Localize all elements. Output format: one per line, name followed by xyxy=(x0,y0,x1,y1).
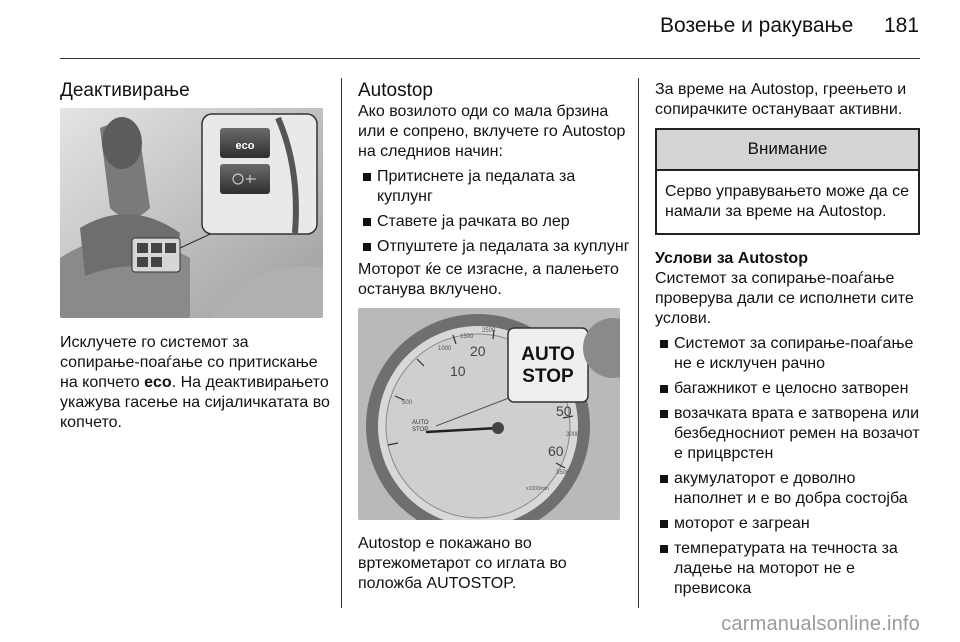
tick-label: 60 xyxy=(548,443,564,459)
autostop-result: Моторот ќе се изгасне, а палењето останува вклучено. xyxy=(358,261,619,298)
tachometer-svg xyxy=(358,308,620,520)
scale-label: 3500 xyxy=(556,470,570,476)
tachometer-illustration xyxy=(358,308,620,520)
warning-box xyxy=(655,128,920,235)
tick-label: 10 xyxy=(450,363,466,379)
tick-label: 50 xyxy=(556,403,572,419)
scale-label: 1500 xyxy=(460,334,474,340)
column-divider-right xyxy=(638,78,639,608)
middle-column xyxy=(358,80,630,300)
caption-text-1: Autostop е покажано во вртежометарот со иглата во положба xyxy=(358,535,567,592)
warning-title: Внимание xyxy=(657,130,918,171)
autostop-intro: Ако возилото оди со мала брзина или е сопрено, вклучете го Autostop на следниов начин: xyxy=(358,103,626,160)
list-item: Ставете ја рачката во лер xyxy=(358,212,630,232)
scale-label: 2500 xyxy=(482,328,496,334)
left-caption xyxy=(60,333,332,433)
eco-symbol: eco xyxy=(144,374,172,391)
autostop-active-note: За време на Autostop, греењето и сопирачките остануваат активни. xyxy=(655,81,907,118)
watermark: carmanualsonline.info xyxy=(721,613,920,635)
caption-text-1: Исклучете го системот за сопирање-поаѓање со притискање на копчето xyxy=(60,334,318,391)
small-autostop-label: STOP xyxy=(412,427,429,433)
eco-button-label: eco xyxy=(235,140,255,152)
tick-label: 20 xyxy=(470,343,486,359)
scale-label: 1000 xyxy=(438,346,452,352)
list-item: акумулаторот е доволно наполнет и е во добра состојба xyxy=(655,469,920,509)
list-item: возачката врата е затворена или безбедносниот ремен на возачот е прицврстен xyxy=(655,404,920,464)
stop-label: STOP xyxy=(522,366,574,387)
section-heading-autostop: Autostop xyxy=(358,80,433,101)
chapter-title: Возење и ракување xyxy=(660,14,854,37)
list-item: Притиснете ја педалата за куплунг xyxy=(358,167,630,207)
conditions-intro: Системот за сопирање-поаѓање проверува дали се исполнети сите услови. xyxy=(655,270,914,327)
list-item: Отпуштете ја педалата за куплунг xyxy=(358,237,630,257)
conditions-heading: Услови за Autostop xyxy=(655,250,808,267)
eco-button-svg xyxy=(60,108,323,318)
left-column xyxy=(60,80,330,102)
header-rule xyxy=(60,58,920,59)
caption-text-2: . xyxy=(511,575,517,592)
auto-label: AUTO xyxy=(521,344,575,365)
list-item: моторот е загреан xyxy=(655,514,920,534)
scale-label: 3000 xyxy=(566,432,580,438)
middle-caption xyxy=(358,534,630,594)
right-column xyxy=(655,80,920,602)
list-item: температурата на течноста за ладење на моторот не е превисока xyxy=(655,539,920,599)
conditions-list xyxy=(655,334,920,599)
column-divider-left xyxy=(341,78,342,608)
autostop-symbol: AUTOSTOP xyxy=(426,575,512,592)
autostop-steps xyxy=(358,167,630,257)
caption-text-2: . На деактивирањето укажува гасење на сијаличкатата во копчето. xyxy=(60,374,330,431)
warning-text: Серво управувањето може да се намали за време на Autostop. xyxy=(665,183,910,220)
scale-label: 500 xyxy=(402,400,413,406)
unit-label: x1000/min xyxy=(526,486,550,492)
list-item: Системот за сопирање-поаѓање не е исклучен рачно xyxy=(655,334,920,374)
small-autostop-label: AUTO xyxy=(412,420,429,426)
eco-button-illustration xyxy=(60,108,323,318)
section-heading-deactivation: Деактивирање xyxy=(60,80,190,101)
page-number: 181 xyxy=(884,14,920,37)
list-item: багажникот е целосно затворен xyxy=(655,379,920,399)
